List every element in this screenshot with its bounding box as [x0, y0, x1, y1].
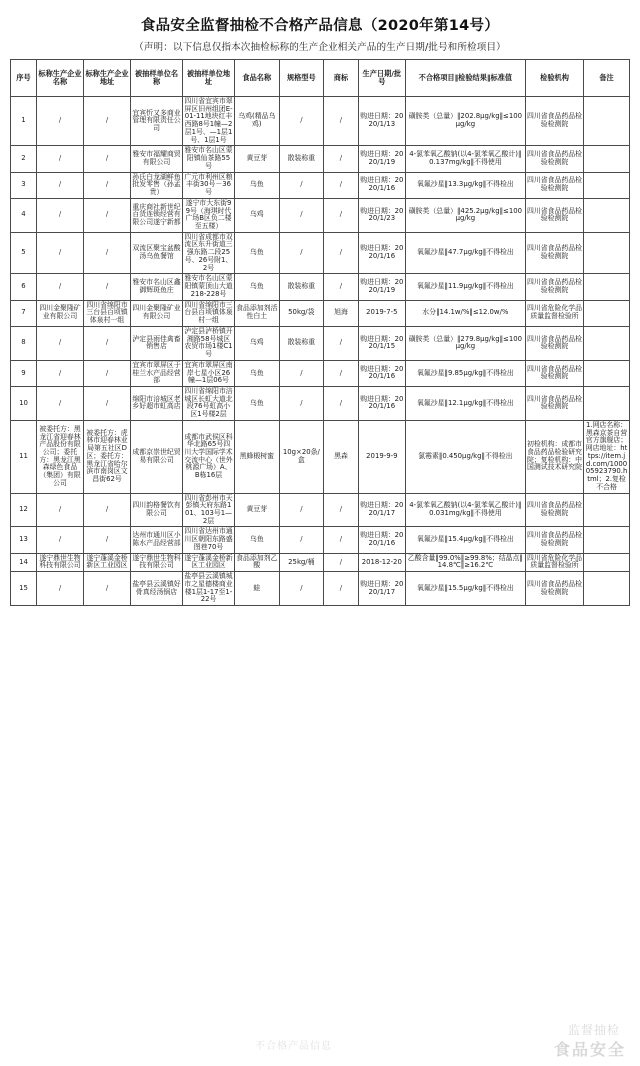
cell-sampled-addr: 宜宾市翠屏区南岸七星小区26幢—1层06号	[183, 360, 235, 386]
cell-sampled-name: 四川韵格餐饮有限公司	[131, 493, 183, 527]
cell-result: 氧氟沙星‖15.5μg/kg‖不得检出	[405, 572, 525, 606]
cell-brand: /	[324, 386, 359, 420]
cell-spec: 10g×20条/盒	[279, 420, 324, 493]
cell-result: 4-氯苯氧乙酸钠(以4-氯苯氧乙酸计)‖0.031mg/kg‖不得使用	[405, 493, 525, 527]
cell-date: 2018-12-20	[358, 553, 405, 571]
cell-sampled-name: 宜宾忻又多商业管理有限责任公司	[131, 97, 183, 146]
cell-remark: 1.网店名称：黑森京茶自营官方旗舰店；网店地址：https://item.jd.com/100005923790.html；2.复检不合格	[584, 420, 630, 493]
cell-sampled-addr: 广元市利州区粮丰街30号－36号	[183, 172, 235, 198]
cell-producer-addr: /	[84, 386, 131, 420]
cell-remark	[584, 274, 630, 300]
cell-remark	[584, 493, 630, 527]
column-header-index: 序号	[11, 60, 37, 97]
table-row	[11, 232, 630, 274]
cell-brand: /	[324, 146, 359, 172]
table-row	[11, 572, 630, 606]
cell-food-name: 乌鱼	[235, 274, 280, 300]
cell-remark	[584, 146, 630, 172]
cell-spec: 25kg/桶	[279, 553, 324, 571]
cell-agency: 四川省食品药品检验检测院	[525, 386, 583, 420]
table-row	[11, 386, 630, 420]
cell-spec: 散装称重	[279, 326, 324, 360]
cell-result: 4-氯苯氧乙酸钠(以4-氯苯氧乙酸计)‖0.137mg/kg‖不得使用	[405, 146, 525, 172]
cell-agency: 四川省食品药品检验检测院	[525, 232, 583, 274]
cell-agency: 四川省食品药品检验检测院	[525, 360, 583, 386]
cell-sampled-addr: 四川省绵阳市涪城区长虹大道北段76号虹高小区1号楼2层	[183, 386, 235, 420]
cell-sampled-name: 四川金聚隆矿业有限公司	[131, 300, 183, 326]
cell-date: 2019-7-5	[358, 300, 405, 326]
cell-sampled-name: 孙氏白龙湖鲜鱼批发零售（孙孟贵）	[131, 172, 183, 198]
cell-food-name: 乌鸡	[235, 326, 280, 360]
cell-date: 购进日期：2020/1/16	[358, 360, 405, 386]
cell-producer-addr: /	[84, 146, 131, 172]
cell-producer-name: /	[36, 198, 83, 232]
table-header-row	[11, 60, 630, 97]
cell-sampled-name: 双流区聚宝盆酸汤乌鱼餐馆	[131, 232, 183, 274]
cell-remark	[584, 553, 630, 571]
cell-sampled-addr: 四川省彭州市天彭镇天府东路101、103号1—2层	[183, 493, 235, 527]
cell-remark	[584, 527, 630, 553]
cell-sampled-addr: 雅安市名山区蒙阳镇蒙顶山大道218-228号	[183, 274, 235, 300]
cell-spec: 散装称重	[279, 146, 324, 172]
cell-food-name: 乌鱼	[235, 527, 280, 553]
cell-spec: /	[279, 232, 324, 274]
cell-spec: /	[279, 172, 324, 198]
cell-result: 磺胺类（总量）‖202.8μg/kg‖≤100μg/kg	[405, 97, 525, 146]
inspection-results-table	[10, 59, 630, 606]
cell-result: 氯霉素‖0.450μg/kg‖不得检出	[405, 420, 525, 493]
cell-sampled-addr: 雅安市名山区蒙阳镇仙茶路55号	[183, 146, 235, 172]
table-row	[11, 493, 630, 527]
cell-food-name: 乌鱼	[235, 232, 280, 274]
row-index: 2	[11, 146, 37, 172]
cell-brand: /	[324, 553, 359, 571]
cell-brand: /	[324, 97, 359, 146]
cell-brand: /	[324, 326, 359, 360]
row-index: 11	[11, 420, 37, 493]
cell-food-name: 黑蜂椴树蜜	[235, 420, 280, 493]
column-header-sampled-addr: 被抽样单位地址	[183, 60, 235, 97]
table-row	[11, 420, 630, 493]
cell-sampled-name: 泸定县雨佳禽畜销售店	[131, 326, 183, 360]
cell-sampled-addr: 泸定县泸桥镇开湘路58号城区农贸市场1楼C1号	[183, 326, 235, 360]
cell-producer-name: /	[36, 326, 83, 360]
cell-date: 购进日期：2020/1/19	[358, 146, 405, 172]
cell-producer-name: /	[36, 360, 83, 386]
column-header-brand: 商标	[324, 60, 359, 97]
watermark-primary: 食品安全	[553, 1040, 626, 1059]
cell-brand: /	[324, 274, 359, 300]
table-row	[11, 172, 630, 198]
cell-producer-addr: 遂宁蓬溪金桥新区工业园区	[84, 553, 131, 571]
row-index: 6	[11, 274, 37, 300]
cell-producer-addr: /	[84, 172, 131, 198]
cell-producer-name: /	[36, 146, 83, 172]
cell-result: 氧氟沙星‖12.1μg/kg‖不得检出	[405, 386, 525, 420]
cell-producer-addr: /	[84, 326, 131, 360]
cell-spec: /	[279, 527, 324, 553]
cell-producer-addr: 四川省绵阳市三台县百顷镇体泉村一组	[84, 300, 131, 326]
cell-result: 氧氟沙星‖13.3μg/kg‖不得检出	[405, 172, 525, 198]
cell-agency: 四川省食品药品检验检测院	[525, 274, 583, 300]
cell-sampled-name: 雅安市福耀商贸有限公司	[131, 146, 183, 172]
cell-sampled-addr: 盐亭县云溪镇城市之星德楼商业楼1层1-17至1-22号	[183, 572, 235, 606]
cell-result: 水分‖14.1w/%‖≤12.0w/%	[405, 300, 525, 326]
cell-date: 购进日期：2020/1/17	[358, 572, 405, 606]
cell-result: 氧氟沙星‖9.85μg/kg‖不得检出	[405, 360, 525, 386]
row-index: 14	[11, 553, 37, 571]
table-row	[11, 300, 630, 326]
cell-brand: /	[324, 232, 359, 274]
cell-producer-name: /	[36, 527, 83, 553]
cell-remark	[584, 360, 630, 386]
cell-sampled-name: 雅安市名山区鑫御辉斑鱼庄	[131, 274, 183, 300]
page-title: 食品安全监督抽检不合格产品信息（2020年第14号）	[140, 18, 500, 34]
cell-sampled-name: 遂宁鼎世生物科技有限公司	[131, 553, 183, 571]
cell-spec: 散装称重	[279, 274, 324, 300]
cell-result: 氧氟沙星‖47.7μg/kg‖不得检出	[405, 232, 525, 274]
cell-producer-addr: /	[84, 232, 131, 274]
cell-date: 购进日期：2020/1/16	[358, 232, 405, 274]
cell-producer-addr: /	[84, 572, 131, 606]
cell-remark	[584, 386, 630, 420]
column-header-producer-name: 标称生产企业名称	[36, 60, 83, 97]
cell-agency: 四川省食品药品检验检测院	[525, 493, 583, 527]
cell-sampled-addr: 成都市武侯区科华北路65号四川大学国际学术交流中心（世外桃源广场）A、B栋16层	[183, 420, 235, 493]
cell-producer-addr: /	[84, 360, 131, 386]
cell-brand: /	[324, 172, 359, 198]
cell-result: 磺胺类（总量）‖425.2μg/kg‖≤100μg/kg	[405, 198, 525, 232]
cell-food-name: 黄豆芽	[235, 146, 280, 172]
cell-spec: 50kg/袋	[279, 300, 324, 326]
cell-sampled-addr: 四川省绵阳市三台县百顷镇体泉村一组	[183, 300, 235, 326]
cell-food-name: 蛙	[235, 572, 280, 606]
cell-sampled-name: 重庆商社新世纪百货连锁经营有限公司遂宁新都	[131, 198, 183, 232]
cell-spec: /	[279, 360, 324, 386]
row-index: 1	[11, 97, 37, 146]
cell-brand: /	[324, 360, 359, 386]
cell-spec: /	[279, 572, 324, 606]
cell-agency: 四川省食品药品检验检测院	[525, 198, 583, 232]
cell-remark	[584, 97, 630, 146]
cell-brand: 旭海	[324, 300, 359, 326]
cell-producer-name: /	[36, 232, 83, 274]
watermark-secondary: 监督抽检	[567, 1023, 620, 1037]
cell-sampled-addr: 四川省成都市双流区东升街道三强东路二段25号、26号附1、2号	[183, 232, 235, 274]
cell-food-name: 黄豆芽	[235, 493, 280, 527]
cell-sampled-name: 绵阳市涪城区老乡好超市虹高店	[131, 386, 183, 420]
cell-agency: 四川省食品药品检验检测院	[525, 527, 583, 553]
cell-result: 磺胺类（总量）‖279.8μg/kg‖≤100μg/kg	[405, 326, 525, 360]
cell-producer-name: 遂宁鼎世生物科技有限公司	[36, 553, 83, 571]
cell-agency: 四川省危险化学品质量监督检验所	[525, 553, 583, 571]
cell-producer-name: 被委托方：黑龙江省迎春林产品股份有限公司；委托方：黑龙江黑森绿色食品（集团）有限公司	[36, 420, 83, 493]
row-index: 13	[11, 527, 37, 553]
cell-sampled-name: 盐亭县云溪镇好骨真经汤锅店	[131, 572, 183, 606]
cell-producer-addr: /	[84, 198, 131, 232]
cell-brand: 黑森	[324, 420, 359, 493]
cell-brand: /	[324, 198, 359, 232]
table-row	[11, 527, 630, 553]
cell-producer-name: /	[36, 97, 83, 146]
table-body	[11, 97, 630, 606]
cell-date: 购进日期：2020/1/15	[358, 326, 405, 360]
row-index: 8	[11, 326, 37, 360]
cell-result: 氧氟沙星‖15.4μg/kg‖不得检出	[405, 527, 525, 553]
cell-agency: 四川省食品药品检验检测院	[525, 572, 583, 606]
cell-date: 购进日期：2020/1/19	[358, 274, 405, 300]
column-header-sampled-name: 被抽样单位名称	[131, 60, 183, 97]
cell-spec: /	[279, 386, 324, 420]
cell-producer-addr: /	[84, 274, 131, 300]
row-index: 7	[11, 300, 37, 326]
cell-result: 氧氟沙星‖11.9μg/kg‖不得检出	[405, 274, 525, 300]
table-row	[11, 198, 630, 232]
cell-remark	[584, 572, 630, 606]
cell-result: 乙酸含量‖99.0%‖≥99.8%；结晶点‖14.8℃‖≥16.2℃	[405, 553, 525, 571]
column-header-food-name: 食品名称	[235, 60, 280, 97]
cell-food-name: 乌鸡(精品乌鸡)	[235, 97, 280, 146]
cell-producer-name: /	[36, 274, 83, 300]
row-index: 3	[11, 172, 37, 198]
cell-food-name: 乌鱼	[235, 172, 280, 198]
cell-remark	[584, 326, 630, 360]
cell-date: 购进日期：2020/1/23	[358, 198, 405, 232]
cell-sampled-name: 达州市通川区小陈水产品经营部	[131, 527, 183, 553]
cell-brand: /	[324, 572, 359, 606]
cell-producer-name: /	[36, 572, 83, 606]
watermark-tertiary: 不合格产品信息	[255, 1041, 332, 1052]
cell-agency: 四川省食品药品检验检测院	[525, 326, 583, 360]
table-row	[11, 326, 630, 360]
cell-producer-name: /	[36, 172, 83, 198]
cell-spec: /	[279, 493, 324, 527]
cell-producer-addr: 被委托方：虎林市迎春林业局第五社区D区；委托方：黑龙江省哈尔滨市南岗区文昌街62号	[84, 420, 131, 493]
page-statement: （声明：以下信息仅指本次抽检标称的生产企业相关产品的生产日期/批号和所检项目）	[134, 42, 506, 53]
column-header-spec: 规格型号	[279, 60, 324, 97]
cell-date: 购进日期：2020/1/17	[358, 493, 405, 527]
cell-sampled-addr: 遂宁蓬溪金桥新区工业园区	[183, 553, 235, 571]
column-header-date: 生产日期/批号	[358, 60, 405, 97]
row-index: 10	[11, 386, 37, 420]
cell-producer-name: /	[36, 386, 83, 420]
cell-sampled-name: 宜宾市翠屏区于桂兰水产品经营部	[131, 360, 183, 386]
cell-food-name: 乌鱼	[235, 360, 280, 386]
column-header-agency: 检验机构	[525, 60, 583, 97]
cell-sampled-addr: 四川省达州市通川区朝阳东路盛图巷70号	[183, 527, 235, 553]
table-row	[11, 274, 630, 300]
row-index: 9	[11, 360, 37, 386]
row-index: 4	[11, 198, 37, 232]
row-index: 5	[11, 232, 37, 274]
cell-food-name: 乌鸡	[235, 198, 280, 232]
row-index: 12	[11, 493, 37, 527]
cell-date: 购进日期：2020/1/13	[358, 97, 405, 146]
row-index: 15	[11, 572, 37, 606]
cell-spec: /	[279, 198, 324, 232]
cell-date: 购进日期：2020/1/16	[358, 386, 405, 420]
cell-remark	[584, 172, 630, 198]
cell-producer-name: /	[36, 493, 83, 527]
cell-food-name: 乌鱼	[235, 386, 280, 420]
cell-date: 购进日期：2020/1/16	[358, 172, 405, 198]
cell-agency: 四川省食品药品检验检测院	[525, 146, 583, 172]
cell-remark	[584, 232, 630, 274]
cell-agency: 四川省食品药品检验检测院	[525, 97, 583, 146]
cell-agency: 四川省食品药品检验检测院	[525, 172, 583, 198]
cell-brand: /	[324, 527, 359, 553]
cell-remark	[584, 198, 630, 232]
cell-sampled-addr: 遂宁市大东街99号（海琪时代广场B区负二楼至五楼）	[183, 198, 235, 232]
column-header-producer-addr: 标称生产企业地址	[84, 60, 131, 97]
cell-brand: /	[324, 493, 359, 527]
cell-sampled-name: 成都京崇世纪贸易有限公司	[131, 420, 183, 493]
cell-food-name: 食品添加剂乙酸	[235, 553, 280, 571]
cell-sampled-addr: 四川省宜宾市翠屏区旧州组团E-01-11地块红丰西路8号1幢—2层1号、—1层1号、1层1号	[183, 97, 235, 146]
cell-food-name: 食品添加剂活性白土	[235, 300, 280, 326]
cell-agency: 四川省危险化学品质量监督检验所	[525, 300, 583, 326]
cell-date: 购进日期：2020/1/16	[358, 527, 405, 553]
table-row	[11, 146, 630, 172]
cell-producer-addr: /	[84, 493, 131, 527]
column-header-remark: 备注	[584, 60, 630, 97]
table-row	[11, 360, 630, 386]
cell-date: 2019-9-9	[358, 420, 405, 493]
table-row	[11, 553, 630, 571]
column-header-result: 不合格项目‖检验结果‖标准值	[405, 60, 525, 97]
cell-producer-name: 四川金聚隆矿业有限公司	[36, 300, 83, 326]
table-row	[11, 97, 630, 146]
cell-producer-addr: /	[84, 527, 131, 553]
cell-remark	[584, 300, 630, 326]
cell-producer-addr: /	[84, 97, 131, 146]
cell-spec: /	[279, 97, 324, 146]
cell-agency: 初检机构：成都市食品药品检验研究院；复检机构：中国测试技术研究院	[525, 420, 583, 493]
